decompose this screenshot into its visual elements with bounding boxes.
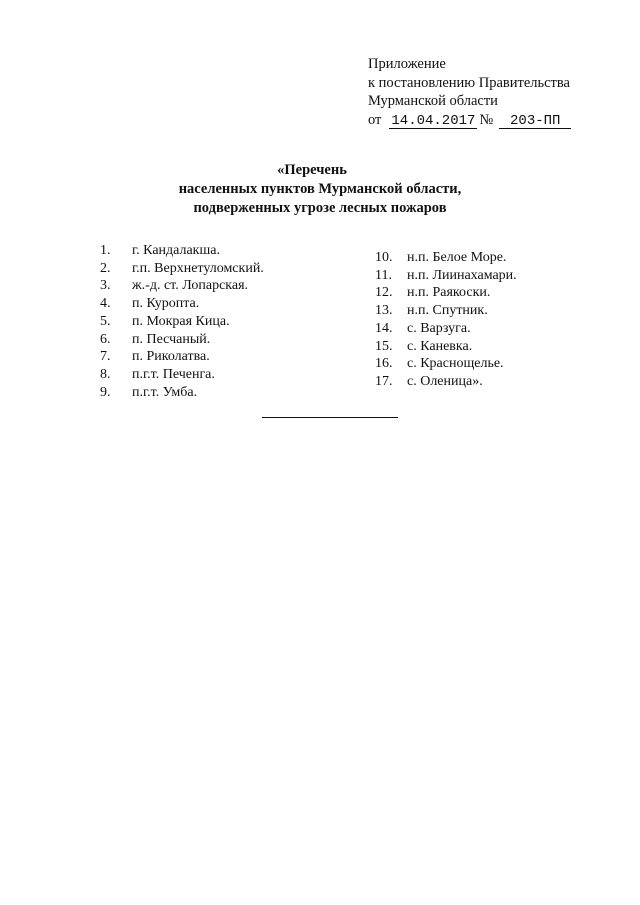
item-name: п. Куропта. — [132, 296, 200, 312]
item-name: г.п. Верхнетуломский. — [132, 260, 264, 276]
item-number: 14. — [375, 320, 393, 336]
date-prefix: от — [368, 111, 382, 128]
list-item — [100, 277, 264, 295]
resolution-date: 14.04.2017 — [391, 112, 476, 129]
item-number: 8. — [100, 366, 111, 382]
appendix-resolution-line: к постановлению Правительства — [368, 74, 570, 91]
closing-divider — [262, 417, 398, 418]
item-name: п. Песчаный. — [132, 331, 211, 347]
item-number: 10. — [375, 250, 393, 265]
item-number: 11. — [375, 267, 392, 283]
item-name: н.п. Раякоски. — [407, 285, 491, 301]
list-item — [375, 284, 517, 302]
item-number: 4. — [100, 296, 111, 312]
list-item — [375, 338, 517, 356]
list-item — [100, 295, 264, 313]
item-name: н.п. Спутник. — [407, 303, 488, 319]
item-name: с. Оленица». — [407, 373, 483, 389]
item-number: 3. — [100, 278, 111, 294]
item-name: п. Риколатва. — [132, 349, 210, 365]
title-line-3: подверженных угрозе лесных пожаров — [193, 200, 447, 216]
item-number: 12. — [375, 285, 393, 301]
settlement-list-right — [375, 249, 517, 391]
item-number: 7. — [100, 349, 111, 365]
item-name: п.г.т. Печенга. — [132, 366, 215, 382]
list-item — [375, 320, 517, 338]
item-name: с. Варзуга. — [407, 320, 471, 336]
list-item — [100, 384, 264, 402]
appendix-region-line: Мурманской области — [368, 93, 498, 109]
item-number: 1. — [100, 243, 111, 258]
item-name: с. Краснощелье. — [407, 356, 504, 372]
item-number: 6. — [100, 331, 111, 347]
item-number: 16. — [375, 356, 393, 372]
item-number: 15. — [375, 338, 393, 354]
item-name: н.п. Белое Море. — [407, 250, 507, 265]
list-item — [100, 260, 264, 278]
item-name: п. Мокрая Кица. — [132, 313, 230, 329]
list-item — [100, 366, 264, 384]
item-name: п.г.т. Умба. — [132, 384, 198, 400]
list-item — [375, 355, 517, 373]
list-item — [100, 348, 264, 366]
list-item — [375, 373, 517, 391]
list-item — [100, 331, 264, 349]
appendix-date-line — [368, 111, 571, 130]
item-number: 2. — [100, 260, 111, 276]
list-item — [375, 302, 517, 320]
settlement-list-left — [100, 242, 264, 401]
item-name: г. Кандалакша. — [132, 243, 220, 258]
title-line-2: населенных пунктов Мурманской области, — [178, 181, 462, 197]
item-number: 9. — [100, 384, 111, 400]
title-line-1: «Перечень — [277, 162, 347, 178]
item-number: 17. — [375, 373, 393, 389]
item-name: ж.-д. ст. Лопарская. — [132, 278, 249, 294]
appendix-header — [368, 55, 571, 129]
number-sign: № — [479, 111, 494, 128]
list-item — [100, 313, 264, 331]
resolution-number: 203-ПП — [499, 114, 571, 129]
list-item — [100, 242, 264, 260]
item-number: 5. — [100, 313, 111, 329]
appendix-label: Приложение — [368, 56, 446, 72]
item-name: н.п. Лиинахамари. — [407, 267, 517, 283]
list-item — [375, 249, 517, 267]
document-title — [0, 161, 640, 218]
item-number: 13. — [375, 303, 393, 319]
item-name: с. Каневка. — [407, 338, 473, 354]
list-item — [375, 267, 517, 285]
